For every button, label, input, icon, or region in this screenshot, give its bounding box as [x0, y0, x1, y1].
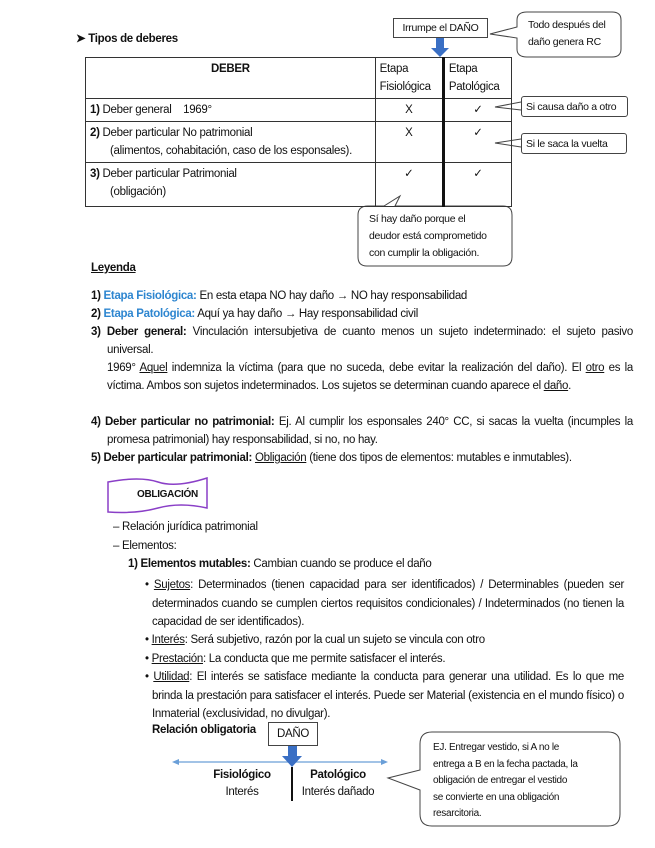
dash-item: – Elementos: — [113, 540, 177, 552]
row-fis: X — [375, 122, 443, 163]
obligacion-banner: OBLIGACIÓN — [137, 489, 198, 500]
row-text: Deber general 1969° — [102, 104, 212, 116]
item-num: 4) — [91, 416, 101, 428]
deberes-table — [85, 57, 512, 207]
bullet-text: : El interés se satisface mediante la conducta para generar una utilidad. Es lo que me brinda la prestación para satisfacer el interés. Puede ser Material (existencia en el mundo físico) o Inmaterial (exclusividad, no divulgar). — [152, 671, 624, 720]
bullet-item: • Interés: Será subjetivo, razón por la cual un sujeto se vincula con otro — [145, 634, 485, 646]
table-header-row — [86, 58, 512, 99]
irrumpe-dano-box: Irrumpe el DAÑO — [393, 18, 488, 38]
label-title: Fisiológico — [213, 769, 271, 781]
bullet-text: : La conducta que me permite satisfacer el interés. — [202, 653, 446, 665]
item-num: 5) — [91, 452, 101, 464]
row-pat: ✓ — [443, 99, 511, 122]
bullet-term: Sujetos — [153, 579, 191, 591]
item-term: Etapa Patológica: — [103, 308, 195, 320]
row-pat: ✓ — [443, 163, 511, 207]
leyenda-item — [91, 305, 633, 323]
row-pat: ✓ — [443, 122, 511, 163]
header-fisiologica — [375, 58, 443, 99]
item-text: Aquí ya hay daño → Hay responsabilidad civil — [194, 308, 418, 320]
item-num: 2) — [91, 308, 101, 320]
label-sub: Interés dañado — [301, 786, 375, 798]
item-text: Vinculación intersubjetiva de cuanto menos un sujeto indeterminado: el sujeto pasivo universal. — [107, 326, 633, 356]
table-row — [86, 122, 512, 163]
dano-box: DAÑO — [268, 722, 318, 746]
item-text: Cambian cuando se produce el daño — [250, 558, 432, 570]
row-deber — [86, 122, 376, 163]
callout-si-hay — [369, 211, 487, 262]
text: Aquel — [139, 362, 168, 374]
bullet-term: Utilidad — [153, 671, 190, 683]
header-line: Patológica — [448, 81, 500, 93]
callout-line: deudor está comprometido — [369, 230, 487, 242]
dash-item: – Relación jurídica patrimonial — [113, 521, 258, 533]
text: otro — [585, 362, 605, 374]
callout-line: daño genera RC — [528, 36, 601, 48]
row-fis: ✓ — [375, 163, 443, 207]
row-num: 2) — [90, 127, 100, 139]
item-num: 1) — [91, 290, 101, 302]
down-arrow-icon — [431, 38, 449, 57]
callout-causa: Si causa daño a otro — [521, 96, 628, 117]
section-title: Tipos de deberes — [88, 33, 178, 45]
row-num: 3) — [90, 168, 100, 180]
arrow-bullet-icon: ➤ — [76, 33, 89, 45]
bullet-term: Interés — [151, 634, 185, 646]
bullet-item: • Prestación: La conducta que me permite satisfacer el interés. — [145, 653, 446, 665]
callout-line: entrega a B en la fecha pactada, la — [433, 758, 578, 770]
callout-saca: Si le saca la vuelta — [521, 133, 627, 154]
callout-line: con cumplir la obligación. — [369, 247, 480, 259]
text: . — [568, 380, 572, 392]
callout-todo — [528, 17, 606, 51]
header-line: Fisiológica — [379, 81, 431, 93]
bullet-text: : Determinados (tienen capacidad para ser identificados) / Determinables (pueden ser determinados cuando se cumplen ciertos requisitos condicionales) / Indeterminados (no tienen la capacidad de ser identificados). — [152, 579, 624, 628]
leyenda-item — [91, 449, 633, 467]
fisiologico-label — [192, 767, 292, 801]
row-deber — [86, 99, 376, 122]
label-sub: Interés — [225, 786, 259, 798]
bullet-item: • Utilidad: El interés se satisface mediante la conducta para generar una utilidad. Es lo que me brinda la prestación para satisfacer el interés. Puede ser Material (existencia en el mundo físico) o Inmaterial (exclusividad, no divulgar). — [145, 671, 624, 720]
callout-line: se convierte en una obligación — [433, 791, 560, 803]
leyenda-item — [91, 413, 633, 449]
relacion-title: Relación obligatoria — [152, 724, 256, 736]
text: es la víctima. Ambos son sujetos indeterminados. Los sujetos se determinan cuando aparece el — [107, 362, 633, 392]
row-fis: X — [375, 99, 443, 122]
item-underlined: Obligación — [254, 452, 307, 464]
callout-line: Todo después del — [528, 19, 606, 31]
label-title: Patológico — [310, 769, 366, 781]
item-num: 3) — [91, 326, 101, 338]
callout-line: Sí hay daño porque el — [369, 213, 466, 225]
row-text: Deber particular Patrimonial — [102, 168, 237, 180]
row-sub: (obligación) — [110, 186, 166, 198]
header-deber: DEBER — [86, 58, 376, 99]
item-text: (tiene dos tipos de elementos: mutables e inmutables). — [306, 452, 572, 464]
leyenda-item — [91, 323, 633, 395]
table-row — [86, 163, 512, 207]
row-deber — [86, 163, 376, 207]
arrow-right-icon — [381, 759, 388, 765]
row-text: Deber particular No patrimonial — [102, 127, 253, 139]
bullet-text: : Será subjetivo, razón por la cual un sujeto se vincula con otro — [184, 634, 485, 646]
leyenda-title: Leyenda — [91, 262, 136, 274]
row-num: 1) — [90, 104, 100, 116]
item-term: Elementos mutables: — [140, 558, 251, 570]
bullet-term: Prestación — [151, 653, 203, 665]
item-term: Deber particular no patrimonial: — [105, 416, 275, 428]
leyenda-item — [91, 287, 633, 305]
item-text: Ej. Al cumplir los esponsales 240° CC, si sacas la vuelta (incumples la promesa patrimonial) hay responsabilidad, si no, no hay. — [107, 416, 633, 446]
arrow-left-icon — [172, 759, 179, 765]
row-sub: (alimentos, cohabitación, caso de los esponsales). — [110, 145, 352, 157]
header-line: Etapa — [379, 63, 409, 75]
item-term: Deber particular patrimonial: — [103, 452, 253, 464]
text: daño — [543, 380, 569, 392]
dano-down-arrow-icon — [282, 746, 302, 767]
item-text: En esta etapa NO hay daño → NO hay responsabilidad — [196, 290, 468, 302]
item-extra — [107, 359, 633, 395]
header-patologica — [443, 58, 511, 99]
sub-item — [128, 558, 431, 570]
text: 1969° — [107, 362, 140, 374]
callout-line: EJ. Entregar vestido, si A no le — [433, 742, 560, 753]
callout-line: obligación de entregar el vestido — [433, 775, 568, 786]
item-term: Etapa Fisiológica: — [103, 290, 197, 302]
callout-line: resarcitoria. — [433, 808, 482, 819]
text: indemniza la víctima (para que no suceda, debe evitar la realización del daño). El — [167, 362, 586, 374]
bullet-item: • Sujetos: Determinados (tienen capacidad para ser identificados) / Determinables (pueden ser determinados cuando se cumplen ciertos requisitos condicionales) / Indeterminados (no tienen la capacidad de ser identificados). — [145, 579, 624, 628]
item-num: 1) — [128, 558, 138, 570]
item-term: Deber general: — [106, 326, 187, 338]
patologico-label — [293, 767, 383, 801]
table-row — [86, 99, 512, 122]
header-line: Etapa — [448, 63, 478, 75]
callout-example — [433, 740, 578, 823]
